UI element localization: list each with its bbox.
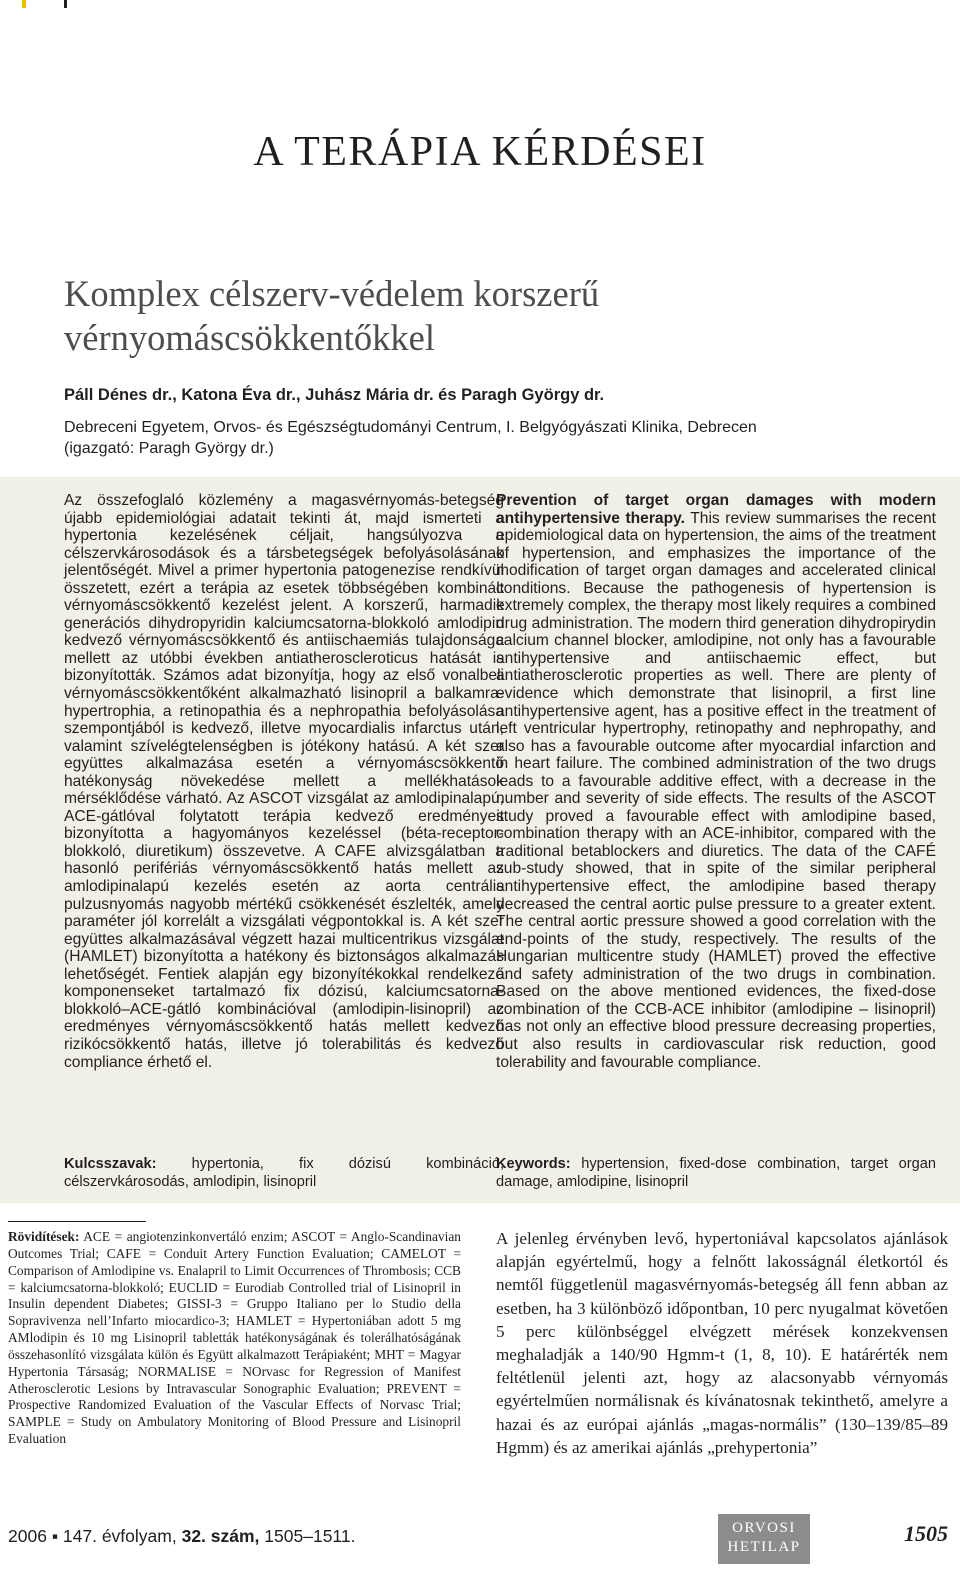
affiliation-line2: (igazgató: Paragh György dr.) (64, 440, 274, 457)
article-title (64, 272, 884, 360)
affiliation-line1: Debreceni Egyetem, Orvos- és Egészségtudományi Centrum, I. Belgyógyászati Klinika, Debrecen (64, 419, 757, 436)
abbreviations-rule (8, 1221, 146, 1222)
citation-issue: 32. szám, (181, 1526, 260, 1546)
keywords-english-list: hypertension, fixed-dose combination, target organ damage, amlodipine, lisinopril (496, 1156, 936, 1190)
citation-pages: 1505–1511. (264, 1526, 356, 1546)
abstract-english-text: This review summarises the recent epidemiological data on hypertension, the aims of the treatment of hypertension, and emphasizes the importance of the modification of target organ damages and accelerated clinical conditions. Because the pathogenesis of hypertension is extremely complex, the therapy most likely requires a combined drug administration. The modern third generation dihydropirydin calcium channel blocker, amlodipine, not only has a favourable antihypertensive and antiischaemic effect, but antiatherosclerotic properties as well. There are plenty of evidence which demonstrate that lisinopril, a first line antihypertensive agent, has a positive effect in the treatment of left ventricular hypertrophy, retinopathy and nephropathy, and also has a favourable outcome after myocardial infarction and in heart failure. The combined administration of the two drugs leads to a favourable additive effect, with a decrease in the number and severity of side effects. The results of the ASCOT study proved a favourable effect with amlodipine based, combination therapy with an ACE-inhibitor, compared with the traditional betablockers and diuretics. The data of the CAFÉ sub-study showed, that in spite of the similar peripheral antihypertensive effect, the amlodipine based therapy decreased the central aortic pulse pressure to a greater extent. The central aortic pressure showed a good correlation with the end-points of the study, respectively. The results of the Hungarian multicentre study (HAMLET) proved the effective and safety administration of the two drugs in combination. Based on the above mentioned evidences, the fixed-dose combination of the CCB-ACE inhibitor (amlodipine – lisinopril) has not only an effective blood pressure decreasing properties, but also results in cardiovascular risk reduction, good tolerability and favourable compliance. (496, 509, 936, 1071)
abstract-english (496, 492, 936, 1071)
keywords-hungarian-list: hypertonia, fix dózisú kombináció, célszervkárosodás, amlodipin, lisinopril (64, 1156, 504, 1190)
abbreviations-label: Rövidítések: (8, 1229, 80, 1244)
keywords-hungarian (64, 1156, 504, 1191)
keywords-hungarian-label: Kulcsszavak: (64, 1156, 157, 1172)
abbreviations-text: ACE = angiotenzinkonvertáló enzim; ASCOT = Anglo-Scandinavian Outcomes Trial; CAFE = Conduit Artery Function Evaluation; CAMELOT = Comparison of Amlodipine vs. Enalapril to Limit Occurrences of Thrombosis; CCB = kalciumcsatorna-blokkoló; EUCLID = Eurodiab Controlled trial of Lisinopril in Insulin dependent Diabetes; GISSI-3 = Gruppo Italiano per lo Studio della Sopravivenza nell’Infarto miocardico-3; HAMLET = Hypertoniában adott 5 mg AMlodipin és 10 mg Lisinopril tabletták hatékonyságának és tolerálhatóságának összehasonlító vizsgálata külön és Együtt alkalmazott Terápiaként; MHT = Magyar Hypertonia Társaság; NORMALISE = NOrvasc for Regression of Manifest Atherosclerotic Lesions by Intravascular Sonographic Evaluation; PREVENT = Prospective Randomized Evaluation of the Vascular Effects of Norvasc Trial; SAMPLE = Study on Ambulatory Monitoring of Blood Pressure and Lisinopril Evaluation (8, 1229, 461, 1447)
registration-mark-yellow (22, 0, 26, 8)
journal-logo-line2: HETILAP (727, 1539, 801, 1555)
article-title-line1: Komplex célszerv-védelem korszerű (64, 273, 600, 314)
journal-logo-line1: ORVOSI (732, 1520, 796, 1536)
affiliation (64, 417, 924, 459)
page-number: 1505 (904, 1521, 948, 1546)
authors: Páll Dénes dr., Katona Éva dr., Juhász Mária dr. és Paragh György dr. (64, 386, 605, 404)
abstract-hungarian: Az összefoglaló közlemény a magasvérnyomás-betegség újabb epidemiológiai adatait tekinti át, majd ismerteti a hypertonia kezelésének céljait, hangsúlyozva a célszervkárosodások és a társbetegségek befolyásolásának jelentőségét. Mivel a primer hypertonia patogenezise rendkívül összetett, ezért a terápia az esetek többségében kombinált vérnyomáscsökkentő kezelést jelent. A korszerű, harmadik generációs dihydropyridin kalciumcsatorna-blokkoló amlodipin kedvező vérnyomáscsökkentő és antiischaemiás tulajdonsága mellett az utóbbi években antiatheroscleroticus hatását is bizonyították. Számos adat bizonyítja, hogy az első vonalbeli vérnyomáscsökkentőként alkalmazható lisinopril a balkamra-hypertrophia, a retinopathia és a nephropathia befolyásolása szempontjából is kedvező, illetve myocardialis infarctus után, valamint szívelégtelenségben is jótékony hatású. A két szer együttes alkalmazása esetén a vérnyomáscsökkentő hatékonyság növekedése mellett a mellékhatások mérséklődése várható. Az ASCOT vizsgálat az amlodipinalapú, ACE-gátlóval folytatott terápia kedvező eredményeit bizonyította a hagyományos kezeléssel (béta-receptor-blokkoló, diuretikum) összevetve. A CAFE alvizsgálatban a hasonló perifériás vérnyomáscsökkentő hatás mellett az amlodipinalapú kezelés esetén az aorta centrális pulzusnyomás nagyobb mértékű csökkenését észlelték, amely paraméter jól korrelált a vizsgálati végpontokkal is. A két szer együttes alkalmazásával végzett hazai multicentrikus vizsgálat (HAMLET) bizonyította a hatékony és biztonságos alkalmazás lehetőségét. Fentiek alapján egy bizonyítékokkal rendelkező komponenseket tartalmazó fix dózisú, kalciumcsatorna-blokkoló–ACE-gátló kombinációval (amlodipin-lisinopril) az eredményes vérnyomáscsökkentő hatás mellett kedvező rizikócsökkentő hatás, illetve jó tolerabilitás és kedvező compliance érhető el. (64, 492, 504, 1071)
registration-mark-black (64, 0, 67, 8)
article-title-line2: vérnyomáscsökkentőkkel (64, 317, 435, 358)
abstract-english-title: Prevention of target organ damages with modern antihypertensive therapy. (496, 492, 936, 527)
section-title: A TERÁPIA KÉRDÉSEI (253, 129, 707, 175)
body-text: A jelenleg érvényben levő, hypertoniával kapcsolatos ajánlások alapján egyértelmű, hogy a felnőtt lakosságnál életkortól és nemtől függetlenül magasvérnyomás-betegség áll fenn abban az esetben, ha 3 különböző időpontban, 10 perc nyugalmat követően 5 perc különbséggel elvégzett mérések konzekvensen meghaladják a 140/90 Hgmm-t (1, 8, 10). E határérték nem feltétlenül jelenti azt, hogy az alacsonyabb vérnyomás egyértelműen normálisnak és kívánatosnak tekinthető, amelyre a hazai és az európai ajánlás „magas-normális” (130–139/85–89 Hgmm) és az amerikai ajánlás „prehypertonia” (496, 1229, 948, 1457)
journal-logo (718, 1514, 810, 1564)
keywords-english-label: Keywords: (496, 1156, 571, 1172)
journal-citation (8, 1526, 355, 1547)
citation-year: 2006 (8, 1526, 47, 1546)
citation-volume: 147. évfolyam, (62, 1526, 177, 1546)
keywords-english (496, 1156, 936, 1191)
abbreviations (8, 1229, 461, 1448)
citation-bullet: ▪ (51, 1526, 59, 1546)
